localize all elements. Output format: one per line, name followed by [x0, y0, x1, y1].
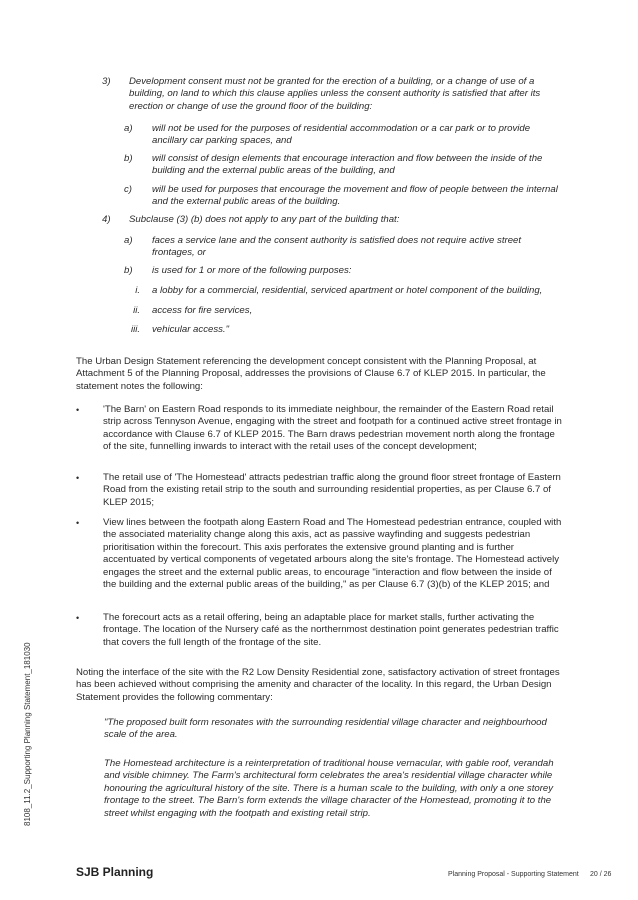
quote-paragraph-2: The Homestead architecture is a reinterpretation of traditional house vernacular, with gable roof, verandah and visible chimney. The Farm's architectural form celebrates the area's residential village character while honouring the agricultural history of the site. There is a human scale to the building, with only a one storey frontage to the street. The Barn's form extends the village character of the Homestead, promoting it to the street whilst engaging with the footpath and existing retail strip.: [104, 758, 554, 819]
item-text: faces a service lane and the consent authority is satisfied does not require active street frontages, or: [152, 235, 522, 259]
bullet-item: [76, 472, 564, 509]
bullet-mark: •: [76, 473, 80, 483]
clause-4-item-a: [124, 235, 564, 260]
intro-paragraph: The Urban Design Statement referencing the development concept consistent with the Planning Proposal, at Attachment 5 of the Planning Proposal, addresses the provisions of Clause 6.7 of KLEP 2015. In particular, the statement notes the following:: [76, 356, 546, 392]
roman-text: access for fire services,: [152, 305, 253, 316]
clause-3: [102, 76, 562, 113]
roman-text: vehicular access.": [152, 324, 229, 335]
roman-label: ii.: [133, 305, 140, 316]
roman-label: iii.: [130, 324, 140, 335]
clause-3-item-c: [124, 184, 564, 209]
roman-item-i: [110, 285, 565, 297]
clause-3-item-b: [124, 153, 564, 178]
item-label: b): [124, 153, 133, 164]
footer-document-title: Planning Proposal - Supporting Statement: [448, 871, 579, 878]
bullet-item: [76, 517, 564, 591]
side-document-reference: 8108_11.2_Supporting Planning Statement_181030: [23, 642, 32, 826]
clause-text: Subclause (3) (b) does not apply to any part of the building that:: [129, 214, 400, 225]
item-label: a): [124, 235, 133, 246]
bullet-mark: •: [76, 613, 80, 623]
page-number: 20 / 26: [590, 871, 612, 878]
clause-4-item-b: [124, 265, 564, 277]
bullet-item: [76, 404, 564, 454]
roman-text: a lobby for a commercial, residential, serviced apartment or hotel component of the building,: [152, 285, 543, 296]
bullet-item: [76, 612, 564, 649]
quote-paragraph-1: "The proposed built form resonates with the surrounding residential village character and neighbourhood scale of the area.: [104, 717, 547, 741]
bullet-text: The forecourt acts as a retail offering, being an adaptable place for market stalls, further activating the frontage. The location of the Nursery café as the northernmost destination point generates pedestrian traffic that covers the full length of the frontage of the site.: [103, 612, 559, 648]
item-text: will be used for purposes that encourage the movement and flow of people between the internal and the external public areas of the building.: [152, 184, 558, 208]
item-text: will not be used for the purposes of residential accommodation or a car park or to provide ancillary car parking spaces, and: [152, 123, 531, 147]
item-label: c): [124, 184, 132, 195]
roman-label: i.: [135, 285, 140, 296]
item-label: a): [124, 123, 133, 134]
roman-item-iii: [110, 324, 565, 336]
item-label: b): [124, 265, 133, 276]
clause-number: 4): [102, 214, 111, 225]
bullet-mark: •: [76, 405, 80, 415]
clause-3-item-a: [124, 123, 564, 148]
bullet-mark: •: [76, 518, 80, 528]
item-text: will consist of design elements that encourage interaction and flow between the inside of the building and the external public areas of the building, and: [152, 153, 543, 177]
bullet-text: The retail use of 'The Homestead' attracts pedestrian traffic along the ground floor street frontage of Eastern Road from the existing retail strip to the south and surrounding residential properties, as per Clause 6.7 of KLEP 2015;: [103, 472, 561, 508]
bullet-text: View lines between the footpath along Eastern Road and The Homestead pedestrian entrance, coupled with the associated materiality change along this axis, act as passive wayfinding and suggests pedestrian prioritisation within the forecourt. This axis perforates the extensive ground planting and is further accentuated by vertical components of vegetated arbours along the site's frontage. The Homestead actively engages the street and the external public areas, to encourage "interaction and flow between the inside of the building and the external public areas of the building," as per Clause 6.7 (3)(b) of the KLEP 2015; and: [103, 517, 562, 591]
clause-number: 3): [102, 76, 111, 87]
clause-text: Development consent must not be granted for the erection of a building, or a change of use of a building, on land to which this clause applies unless the consent authority is satisfied that after its erection or change of use the ground floor of the building:: [129, 76, 541, 112]
footer-brand: SJB Planning: [76, 865, 154, 879]
roman-item-ii: [110, 305, 565, 317]
item-text: is used for 1 or more of the following purposes:: [152, 265, 352, 276]
clause-4: [102, 214, 562, 226]
bullet-text: 'The Barn' on Eastern Road responds to its immediate neighbour, the remainder of the Eastern Road retail strip across Tennyson Avenue, engaging with the street and footpath for a continued active street frontage in accordance with Clause 6.7 of KLEP 2015. The Barn draws pedestrian movement north along the frontage of the site, funnelling inwards to interact with the retail uses of the concept development;: [103, 404, 562, 453]
noting-paragraph: Noting the interface of the site with the R2 Low Density Residential zone, satisfactory activation of street frontages has been achieved without comprising the amenity and character of the locality. In this regard, the Urban Design Statement provides the following commentary:: [76, 667, 560, 703]
